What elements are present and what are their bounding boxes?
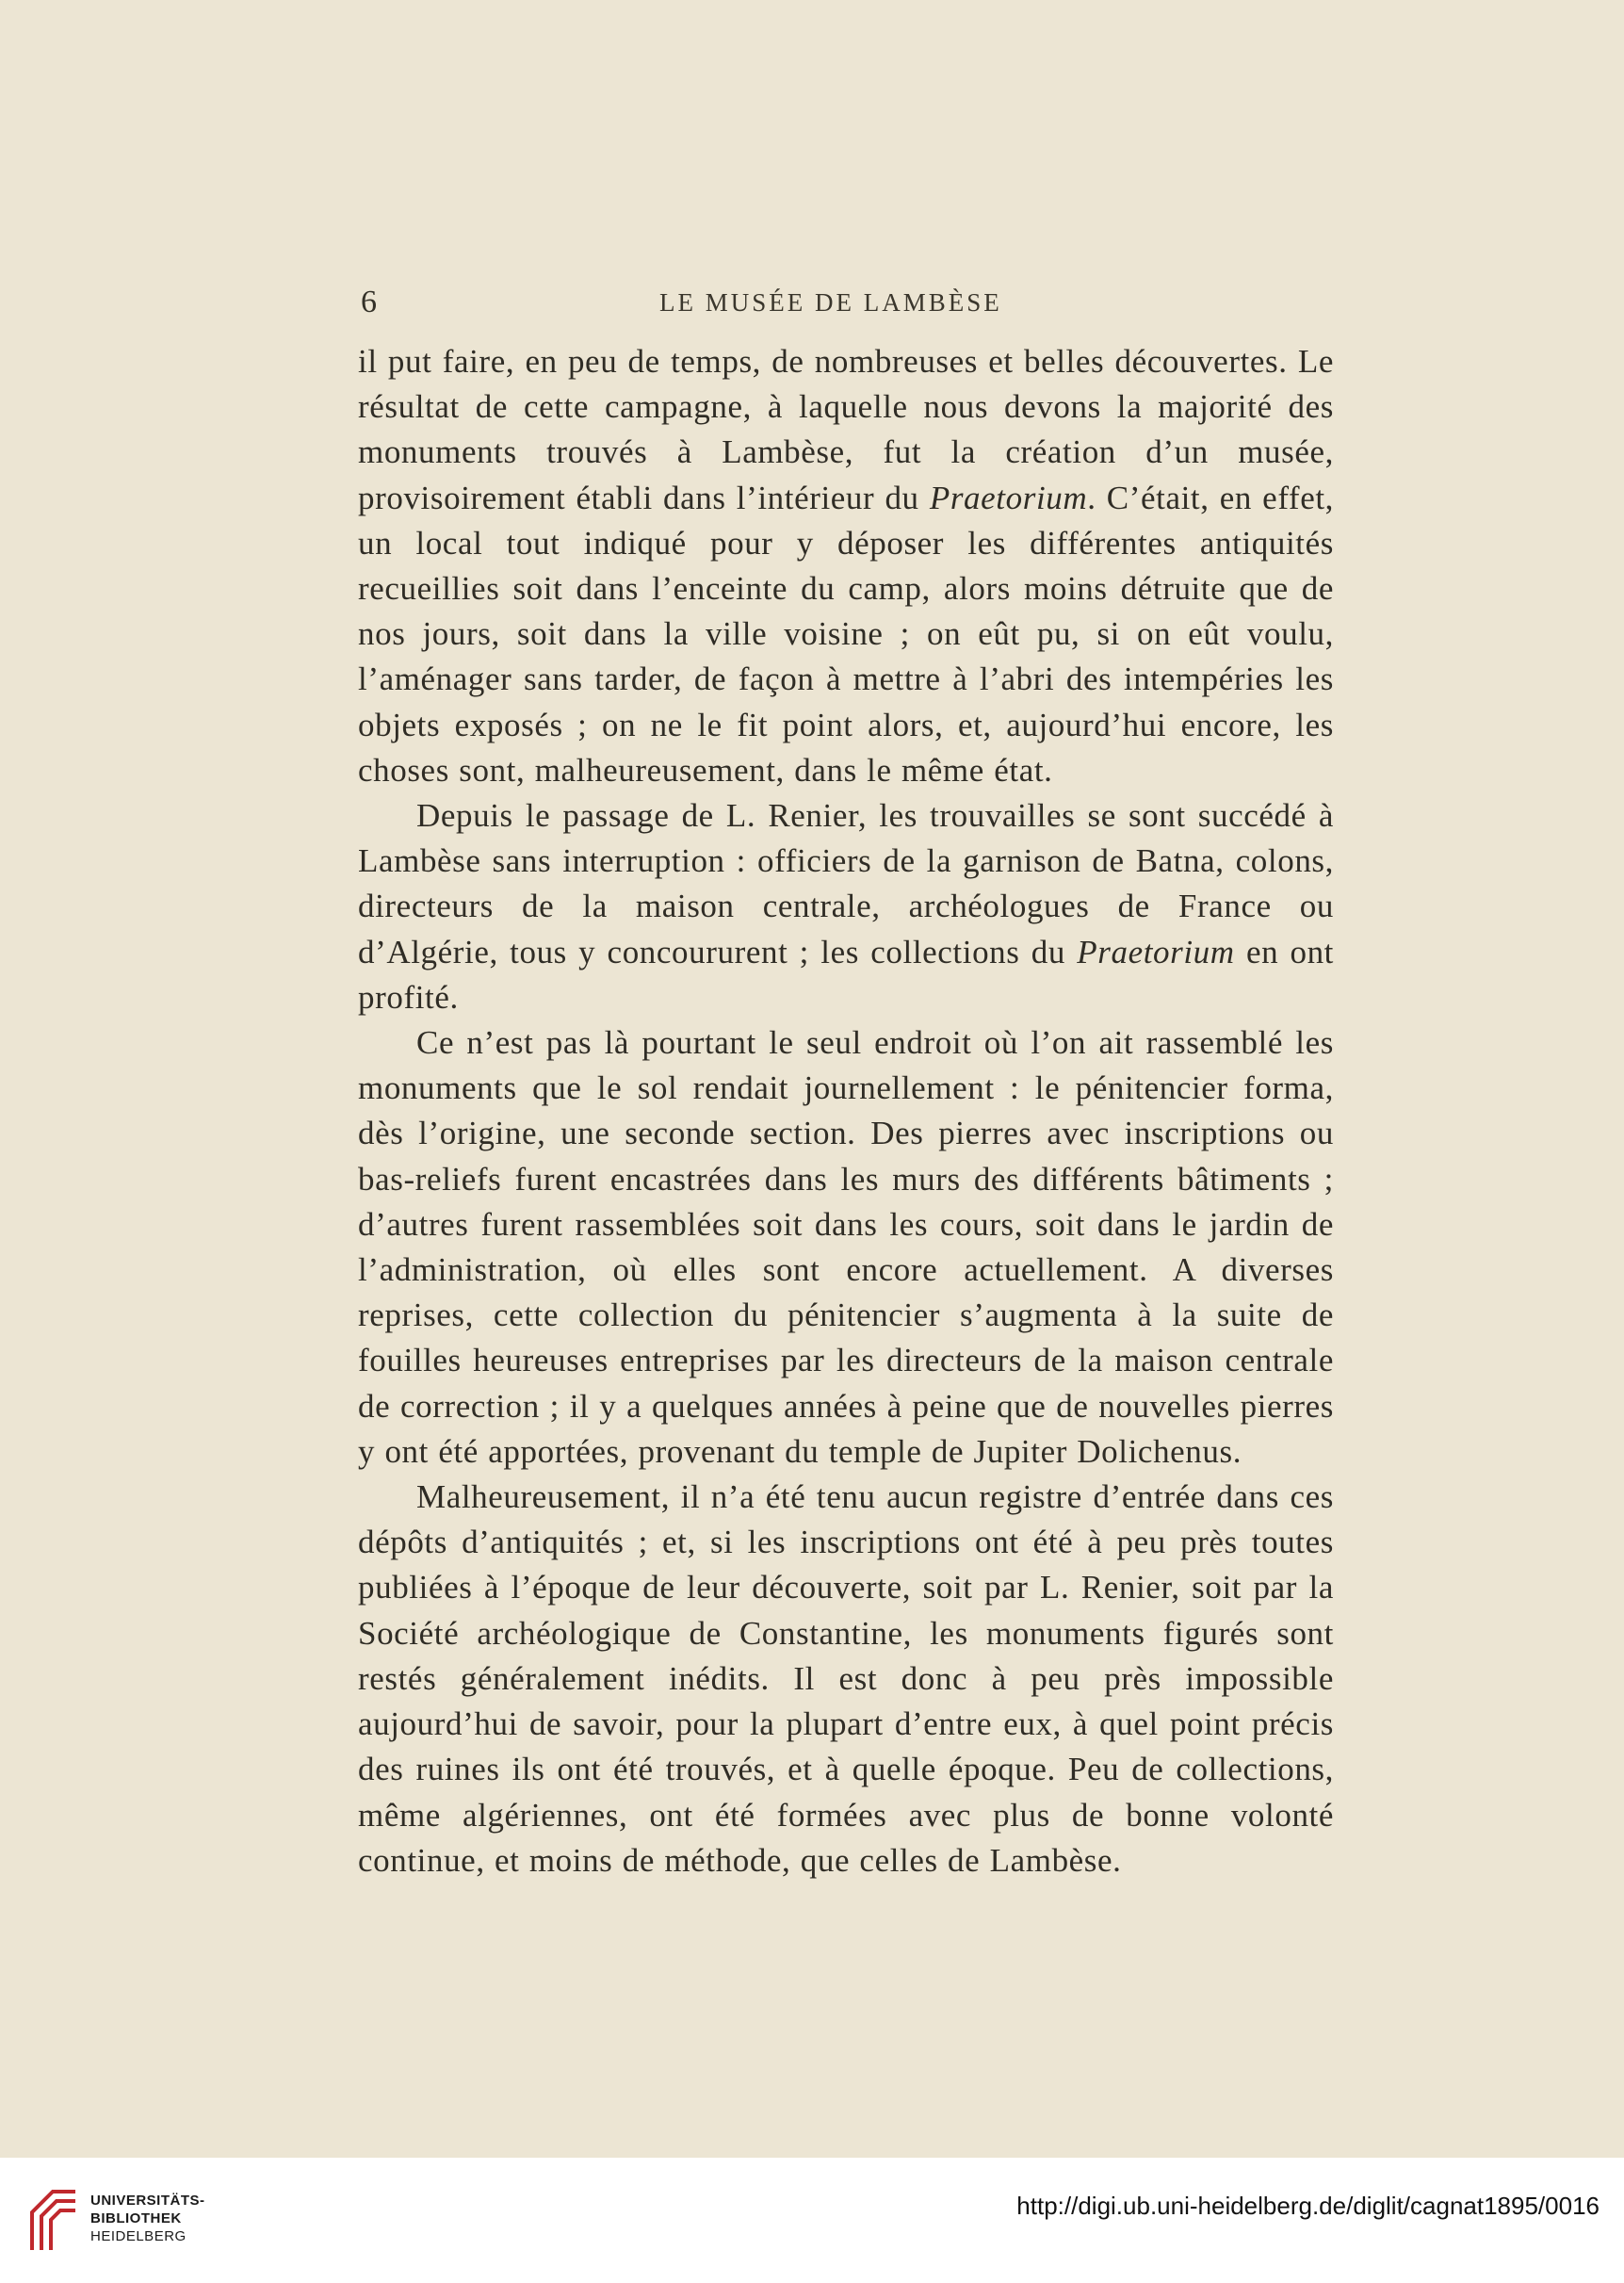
- library-name-line-2: BIBLIOTHEK: [90, 2210, 182, 2226]
- page-number: 6: [361, 285, 377, 319]
- paragraph-3: Ce n’est pas là pourtant le seul endroit où l’on ait rassemblé les monuments que le sol rendait journellement : le pénitencier forma, dès l’origine, une seconde section. Des pierres avec inscriptions ou bas-reliefs furent encastrées dans les murs des différents bâtiments ; d’autres furent rassemblées soit dans les cours, soit dans le jardin de l’administration, où elles sont encore actuellement. A diverses reprises, cette collection du pénitencier s’augmenta à la suite de fouilles heureuses entreprises par les directeurs de la maison centrale de correction ; il y a quelques années à peine que de nouvelles pierres y ont été apportées, provenant du temple de Jupiter Dolichenus.: [358, 1024, 1334, 1470]
- paragraph-2: [358, 793, 1334, 1020]
- library-name: [90, 2192, 205, 2245]
- paragraph-1-italic: Praetorium: [929, 479, 1088, 516]
- paragraph-1-text-a: il put faire, en peu de temps, de nombreuses et belles découvertes. Le résultat de cette campagne, à laquelle nous devons la majorité des monuments trouvés à Lambèse, fut la création d’un musée, provisoirement établi dans l’intérieur du: [358, 343, 1334, 516]
- footer-bar: [0, 2158, 1624, 2283]
- library-name-line-1: UNIVERSITÄTS-: [90, 2193, 205, 2209]
- paragraph-4: Malheureusement, il n’a été tenu aucun registre d’entrée dans ces dépôts d’antiquités ; et, si les inscriptions ont été à peu près toutes publiées à l’époque de leur découverte, soit par L. Renier, soit par la Société archéologique de Constantine, les monuments figurés sont restés généralement inédits. Il est donc à peu près impossible aujourd’hui de savoir, pour la plupart d’entre eux, à quel point précis des ruines ils ont été trouvés, et à quelle époque. Peu de collections, même algériennes, ont été formées avec plus de bonne volonté continue, et moins de méthode, que celles de Lambèse.: [358, 1478, 1334, 1879]
- paragraph-2-italic: Praetorium: [1077, 933, 1235, 970]
- library-name-line-3: HEIDELBERG: [90, 2228, 187, 2244]
- running-title: LE MUSÉE DE LAMBÈSE: [659, 288, 1002, 317]
- paragraph-1: [358, 339, 1334, 793]
- paragraph-1-text-b: . C’était, en effet, un local tout indiqué pour y déposer les différentes antiquités recueillies soit dans l’enceinte du camp, alors moins détruite que de nos jours, soit dans la ville voisine ; on eût pu, si on eût voulu, l’aménager sans tarder, de façon à mettre à l’abri des intempéries les objets exposés ; on ne le fit point alors, et, aujourd’hui encore, les choses sont, malheureusement, dans le même état.: [358, 479, 1334, 789]
- library-logo-icon: [24, 2184, 83, 2254]
- source-url-link[interactable]: http://digi.ub.uni-heidelberg.de/diglit/cagnat1895/0016: [1016, 2192, 1600, 2220]
- body-text: [358, 339, 1334, 1883]
- paragraph-2-text-b: en ont profité.: [358, 933, 1334, 1016]
- paragraph-2-text-a: Depuis le passage de L. Renier, les trouvailles se sont succédé à Lambèse sans interruption : officiers de la garnison de Batna, colons, directeurs de la maison centrale, archéologues de France ou d’Algérie, tous y concoururent ; les collections du: [358, 797, 1334, 970]
